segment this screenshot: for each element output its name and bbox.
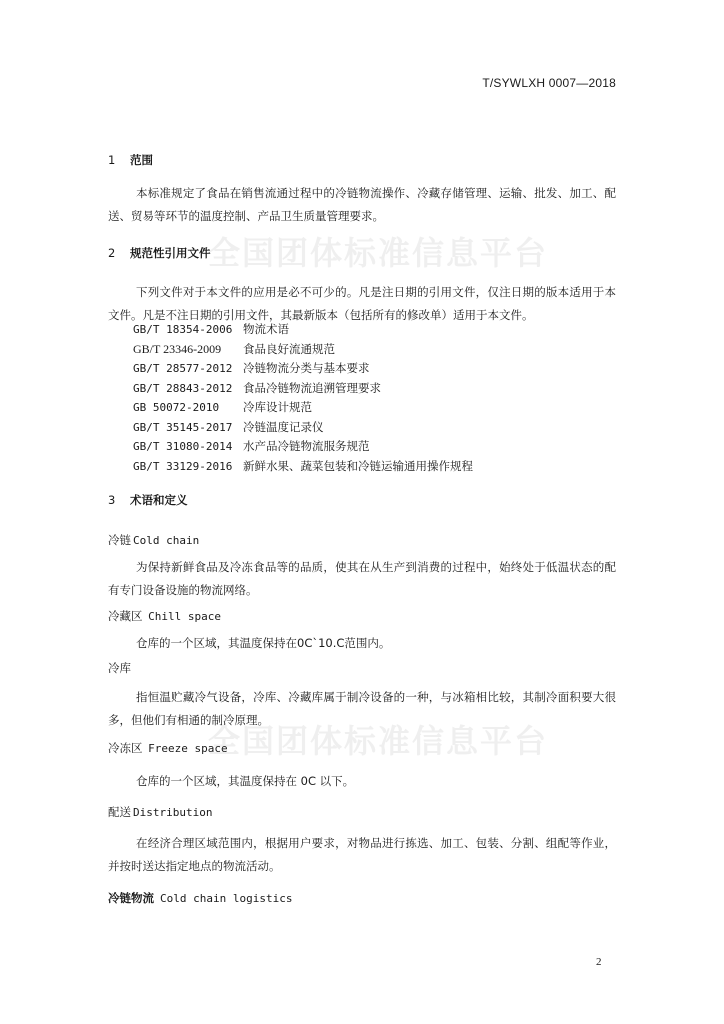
definition-distribution: 在经济合理区域范围内，根据用户要求，对物品进行拣选、加工、包装、分割、组配等作业，并按时送达指定地点的物流活动。 bbox=[108, 836, 616, 873]
definition-freeze-space: 仓库的一个区域，其温度保持在 0C 以下。 bbox=[136, 774, 355, 788]
term-cold-chain: 冷链 Cold chain bbox=[108, 533, 200, 547]
reference-item: GB/T 23346-2009 食品良好流通规范 bbox=[133, 341, 335, 356]
reference-item: GB/T 33129-2016 新鲜水果、蔬菜包装和冷链运输通用操作规程 bbox=[133, 458, 473, 473]
term-cold-chain-logistics: 冷链物流 Cold chain logistics bbox=[108, 891, 293, 905]
section-1-body: 本标准规定了食品在销售流通过程中的冷链物流操作、冷藏存储管理、运输、批发、加工、配送、贸易等环节的温度控制、产品卫生质量管理要求。 bbox=[108, 186, 616, 223]
reference-list bbox=[133, 320, 473, 476]
reference-item: GB/T 18354-2006 物流术语 bbox=[133, 322, 289, 336]
reference-item: GB/T 35145-2017 冷链温度记录仪 bbox=[133, 419, 324, 434]
term-freeze-space: 冷冻区 Freeze space bbox=[108, 741, 228, 755]
section-2-heading: 2 规范性引用文件 bbox=[108, 246, 211, 260]
reference-item: GB/T 31080-2014 水产品冷链物流服务规范 bbox=[133, 439, 370, 453]
definition-cold-chain: 为保持新鲜食品及冷冻食品等的品质，使其在从生产到消费的过程中，始终处于低温状态的配有专门设备设施的物流网络。 bbox=[108, 560, 616, 597]
reference-item: GB 50072-2010 冷库设计规范 bbox=[133, 400, 312, 414]
standard-number: T/SYWLXH 0007—2018 bbox=[482, 76, 616, 90]
section-3-heading: 3 术语和定义 bbox=[108, 493, 188, 507]
term-distribution: 配送 Distribution bbox=[108, 805, 213, 819]
term-chill-space: 冷藏区 Chill space bbox=[108, 609, 222, 623]
page-number: 2 bbox=[596, 956, 602, 968]
reference-item: GB/T 28843-2012 食品冷链物流追溯管理要求 bbox=[133, 380, 381, 395]
watermark-top: 全国团体标准信息平台 bbox=[208, 234, 549, 272]
section-1-heading: 1 范围 bbox=[108, 153, 153, 167]
definition-chill-space: 仓库的一个区域，其温度保持在0C`10.C范围内。 bbox=[136, 636, 391, 650]
term-cold-storage: 冷库 bbox=[108, 661, 131, 675]
watermark-bottom: 全国团体标准信息平台 bbox=[208, 722, 549, 760]
definition-cold-storage: 指恒温贮藏冷气设备，冷库、冷藏库属于制冷设备的一种，与冰箱相比较，其制冷面积要大很多，但他们有相通的制冷原理。 bbox=[108, 690, 616, 727]
section-2-body: 下列文件对于本文件的应用是必不可少的。凡是注日期的引用文件，仅注日期的版本适用于本文件。凡是不注日期的引用文件，其最新版本（包括所有的修改单）适用于本文件。 bbox=[108, 285, 616, 322]
reference-item: GB/T 28577-2012 冷链物流分类与基本要求 bbox=[133, 361, 370, 375]
